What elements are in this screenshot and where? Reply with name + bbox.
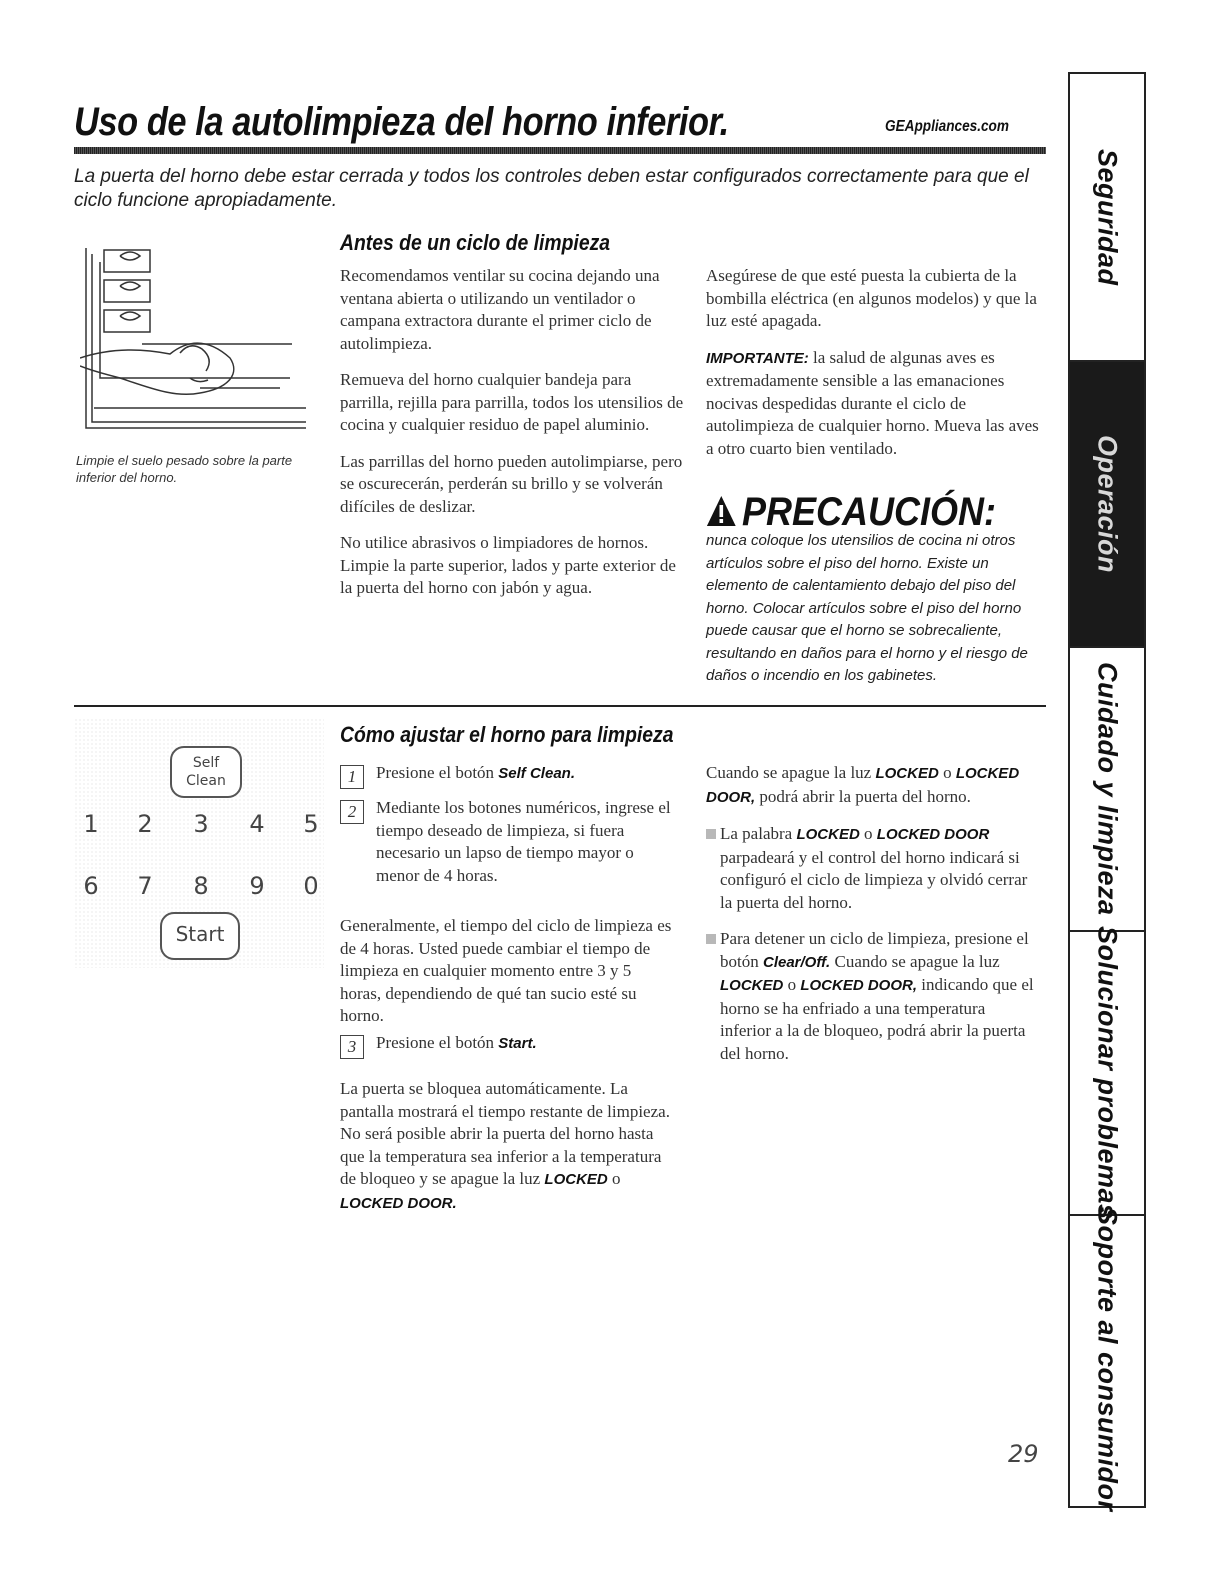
figure-caption: Limpie el suelo pesado sobre la parte inferior del horno. (76, 453, 293, 485)
pad-number: 2 (137, 810, 153, 838)
locked-keyword: LOCKED (544, 1171, 608, 1188)
before-column-2 (706, 265, 1046, 474)
pad-number: 5 (303, 810, 319, 838)
site-link[interactable]: GEAppliances.com (885, 118, 1009, 135)
step-2-text: Mediante los botones numéricos, ingrese el tiempo deseado de limpieza, si fuera necesario un lapso de tiempo mayor o menor de 4 horas. (376, 798, 671, 885)
tab-label: Soporte al consumidor (1092, 1206, 1123, 1512)
start-pad-button: Start (160, 912, 240, 960)
pad-number: 3 (193, 810, 209, 838)
pad-number: 9 (249, 872, 265, 900)
paragraph: Recomendamos ventilar su cocina dejando una ventana abierta o utilizando un ventilador o campana extractora durante el primer ciclo de autolimpieza. (340, 266, 660, 353)
bullet-marker (706, 934, 716, 944)
self-label: Self (192, 755, 220, 771)
locked-door-keyword: LOCKED DOOR (876, 826, 990, 843)
step-number-3: 3 (340, 1035, 364, 1059)
oven-floor-illustration (80, 228, 312, 448)
tab-soporte-al-consumidor[interactable] (1070, 1206, 1144, 1512)
paragraph: Las parrillas del horno pueden autolimpiarse, pero se oscurecerán, perderán su brillo y se volverán difíciles de deslizar. (340, 451, 683, 516)
pad-number: 7 (137, 872, 153, 900)
pad-number: 0 (303, 872, 319, 900)
pad-number: 8 (193, 872, 209, 900)
before-column-1 (340, 265, 685, 614)
locked-door-keyword: LOCKED DOOR, (706, 765, 1020, 806)
locked-door-keyword: LOCKED DOOR, (800, 977, 918, 994)
important-note (706, 347, 1046, 461)
tab-seguridad[interactable] (1070, 74, 1144, 362)
step-number-1: 1 (340, 765, 364, 789)
self-clean-pad-button (170, 746, 242, 798)
start-keyword: Start. (498, 1035, 537, 1052)
pad-number: 4 (249, 810, 265, 838)
intro-text: La puerta del horno debe estar cerrada y todos los controles deben estar configurados correctamente para que el ciclo funcione apropiadamente. (74, 166, 1029, 211)
locked-keyword: LOCKED (796, 826, 860, 843)
step-1-text: Presione el botón Self Clean. (376, 763, 575, 782)
oven-cleaning-drawing (80, 228, 312, 448)
bullet-item: Para detener un ciclo de limpieza, presione el botón Clear/Off. Cuando se apague la luz LOCKED o LOCKED DOOR, indicando que el horno se ha enfriado a una temperatura inferior a la de bloqueo, podrá abrir la puerta del horno. (706, 928, 1036, 1065)
paragraph: Asegúrese de que esté puesta la cubierta de la bombilla eléctrica (en algunos modelos) y que la luz esté apagada. (706, 266, 1037, 330)
page-number: 29 (1008, 1440, 1039, 1468)
pad-number: 1 (83, 810, 99, 838)
clear-off-keyword: Clear/Off. (762, 953, 831, 971)
bullet-item: La palabra LOCKED o LOCKED DOOR parpadeará y el control del horno indicará si configuró el ciclo de limpieza y olvidó cerrar la puerta del horno. (706, 823, 1036, 914)
self-clean-keyword: Self Clean. (498, 765, 575, 782)
page-title: Uso de la autolimpieza del horno inferior. (74, 100, 729, 144)
locked-door-keyword: LOCKED DOOR. (340, 1194, 457, 1212)
paragraph: No utilice abrasivos o limpiadores de hornos. Limpie la parte superior, lados y parte exterior de la puerta del horno con jabón y agua. (340, 533, 676, 597)
tab-cuidado-y-limpieza[interactable] (1070, 648, 1144, 932)
how-column-2 (706, 762, 1036, 1079)
bullet-marker (706, 829, 716, 839)
paragraph: Cuando se apague la luz LOCKED o LOCKED DOOR, podrá abrir la puerta del horno. (706, 763, 1020, 806)
section-divider (74, 705, 1046, 707)
tab-solucionar-problemas[interactable] (1070, 926, 1144, 1220)
paragraph: Remueva del horno cualquier bandeja para parrilla, rejilla para parrilla, todos los utensilios de cocina y cualquier residuo de papel aluminio. (340, 370, 684, 434)
pad-number: 6 (83, 872, 99, 900)
section-heading-how: Cómo ajustar el horno para limpieza (340, 722, 674, 747)
step-number-2: 2 (340, 800, 364, 824)
locked-keyword: LOCKED (875, 765, 939, 782)
side-tab-bar (1068, 72, 1146, 1512)
step-3-text: Presione el botón Start. (376, 1033, 537, 1052)
important-label: IMPORTANTE: (706, 349, 809, 367)
clean-label: Clean (186, 773, 226, 789)
caution-title-text: PRECAUCIÓN: (742, 490, 997, 534)
important-text: la salud de algunas aves es extremadamente sensible a las emanaciones nocivas despedidas durante el ciclo de autolimpieza de cualquier horno. Mueva las aves a otro cuarto bien ventilado. (706, 347, 1039, 458)
tab-operacion[interactable] (1070, 362, 1144, 648)
general-paragraph: Generalmente, el tiempo del ciclo de limpieza es de 4 horas. Usted puede cambiar el tiempo de limpieza en cualquier momento entre 3 y 5 horas, dependiendo de qué tan sucio esté su horno. (340, 916, 672, 1025)
control-keypad-illustration (74, 718, 324, 968)
tab-label: Operación (1092, 434, 1123, 574)
caution-text: nunca coloque los utensilios de cocina ni otros artículos sobre el piso del horno. Existe un elemento de calentamiento debajo del piso del horno. Colocar artículos sobre el piso del horno puede causar que el horno se sobrecaliente, resultando en daños para el horno y el riesgo de daños o incendio en los gabinetes. (706, 532, 1028, 684)
lock-paragraph: La puerta se bloquea automáticamente. La pantalla mostrará el tiempo restante de limpieza. No será posible abrir la puerta del horno hasta que la temperatura sea inferior a la temperatura de bloqueo y se apague la luz LOCKED o LOCKED DOOR. (340, 1079, 670, 1212)
section-heading-before: Antes de un ciclo de limpieza (340, 230, 611, 255)
tab-label: Cuidado y limpieza (1092, 662, 1123, 916)
tab-label: Seguridad (1092, 148, 1123, 286)
tab-label: Solucionar problemas (1092, 926, 1123, 1220)
title-rule (74, 147, 1046, 154)
locked-keyword: LOCKED (720, 977, 784, 994)
